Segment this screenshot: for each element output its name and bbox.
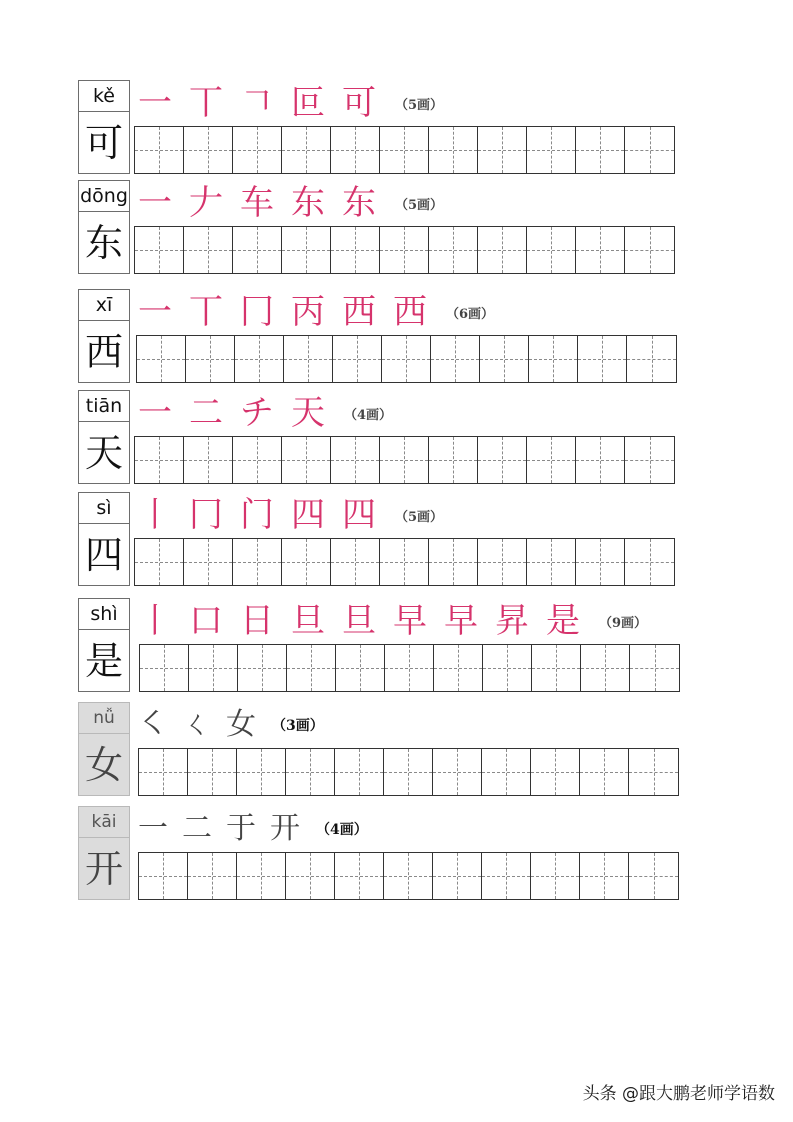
practice-cell[interactable] bbox=[335, 853, 384, 899]
practice-cell[interactable] bbox=[629, 749, 678, 795]
hanzi-character: 是 bbox=[84, 639, 123, 683]
practice-cell[interactable] bbox=[532, 645, 581, 691]
practice-cell[interactable] bbox=[630, 645, 679, 691]
practice-cell[interactable] bbox=[331, 437, 380, 483]
practice-cell[interactable] bbox=[135, 127, 184, 173]
practice-cell[interactable] bbox=[233, 437, 282, 483]
practice-cell[interactable] bbox=[331, 539, 380, 585]
stroke-step: 一 bbox=[138, 811, 168, 846]
pinyin-label: kě bbox=[79, 81, 129, 112]
practice-cell[interactable] bbox=[186, 336, 235, 382]
pinyin-label: sì bbox=[79, 493, 129, 524]
practice-cell[interactable] bbox=[625, 437, 674, 483]
practice-cell[interactable] bbox=[483, 645, 532, 691]
watermark: 头条 @跟大鹏老师学语数 bbox=[582, 1084, 775, 1104]
stroke-step: 冂 bbox=[189, 495, 223, 535]
stroke-step: 昇 bbox=[495, 601, 529, 641]
stroke-order bbox=[138, 80, 443, 126]
practice-cell[interactable] bbox=[282, 127, 331, 173]
character-box bbox=[78, 492, 130, 586]
stroke-order bbox=[138, 806, 368, 852]
practice-grid bbox=[134, 126, 675, 174]
stroke-step: 口 bbox=[189, 601, 223, 641]
character-box bbox=[78, 390, 130, 484]
stroke-count: （4画） bbox=[344, 407, 393, 423]
pinyin-label: kāi bbox=[79, 807, 129, 838]
practice-cell[interactable] bbox=[282, 437, 331, 483]
stroke-step: 门 bbox=[240, 495, 274, 535]
hanzi-character: 可 bbox=[84, 121, 123, 165]
stroke-step: 二 bbox=[189, 393, 223, 433]
practice-cell[interactable] bbox=[482, 749, 531, 795]
practice-cell[interactable] bbox=[576, 437, 625, 483]
practice-cell[interactable] bbox=[189, 645, 238, 691]
stroke-step: 日 bbox=[240, 601, 274, 641]
practice-grid bbox=[138, 748, 679, 796]
character-row bbox=[0, 289, 793, 385]
stroke-step: 丨 bbox=[138, 601, 172, 641]
practice-grid bbox=[138, 852, 679, 900]
stroke-step: ㄑ bbox=[182, 707, 212, 742]
practice-grid bbox=[139, 644, 680, 692]
stroke-step: ㇛ bbox=[138, 707, 168, 742]
stroke-step: 可 bbox=[342, 83, 376, 123]
character-row bbox=[0, 180, 793, 276]
practice-cell[interactable] bbox=[336, 645, 385, 691]
stroke-order bbox=[138, 702, 324, 748]
stroke-count: （4画） bbox=[316, 822, 368, 838]
practice-cell[interactable] bbox=[576, 227, 625, 273]
practice-cell[interactable] bbox=[184, 539, 233, 585]
stroke-step: 早 bbox=[393, 601, 427, 641]
practice-cell[interactable] bbox=[331, 227, 380, 273]
practice-cell[interactable] bbox=[184, 227, 233, 273]
character-row bbox=[0, 80, 793, 176]
practice-cell[interactable] bbox=[429, 437, 478, 483]
stroke-step: 旦 bbox=[342, 601, 376, 641]
stroke-step: 一 bbox=[138, 183, 172, 223]
hanzi-character: 西 bbox=[84, 330, 123, 374]
pinyin-label: dōng bbox=[79, 181, 129, 212]
practice-cell[interactable] bbox=[331, 127, 380, 173]
practice-cell[interactable] bbox=[576, 539, 625, 585]
stroke-step: 𠃍 bbox=[240, 83, 274, 123]
stroke-count: （6画） bbox=[446, 306, 495, 322]
practice-cell[interactable] bbox=[576, 127, 625, 173]
practice-cell[interactable] bbox=[429, 227, 478, 273]
practice-cell[interactable] bbox=[139, 853, 188, 899]
practice-cell[interactable] bbox=[625, 539, 674, 585]
stroke-order bbox=[138, 492, 443, 538]
character-row bbox=[0, 492, 793, 588]
practice-grid bbox=[134, 436, 675, 484]
practice-cell[interactable] bbox=[233, 227, 282, 273]
stroke-count: （5画） bbox=[395, 97, 444, 113]
character-box bbox=[78, 289, 130, 383]
character-row bbox=[0, 702, 793, 798]
practice-cell[interactable] bbox=[384, 853, 433, 899]
practice-cell[interactable] bbox=[380, 539, 429, 585]
practice-cell[interactable] bbox=[482, 853, 531, 899]
practice-cell[interactable] bbox=[237, 853, 286, 899]
stroke-step: 西 bbox=[393, 292, 427, 332]
practice-cell[interactable] bbox=[480, 336, 529, 382]
practice-cell[interactable] bbox=[135, 539, 184, 585]
pinyin-label: xī bbox=[79, 290, 129, 321]
practice-grid bbox=[136, 335, 677, 383]
practice-cell[interactable] bbox=[137, 336, 186, 382]
hanzi-character: 东 bbox=[84, 221, 123, 265]
stroke-step: 于 bbox=[226, 811, 256, 846]
practice-cell[interactable] bbox=[139, 749, 188, 795]
practice-cell[interactable] bbox=[625, 127, 674, 173]
stroke-step: 𠂇 bbox=[189, 183, 223, 223]
practice-cell[interactable] bbox=[629, 853, 678, 899]
stroke-step: 丨 bbox=[138, 495, 172, 535]
stroke-step: 天 bbox=[291, 393, 325, 433]
stroke-order bbox=[138, 390, 392, 436]
pinyin-label: nǚ bbox=[79, 703, 129, 734]
stroke-step: チ bbox=[240, 393, 274, 433]
practice-cell[interactable] bbox=[286, 749, 335, 795]
practice-cell[interactable] bbox=[478, 437, 527, 483]
stroke-step: 早 bbox=[444, 601, 478, 641]
stroke-step: 一 bbox=[138, 83, 172, 123]
stroke-step: 西 bbox=[342, 292, 376, 332]
practice-cell[interactable] bbox=[578, 336, 627, 382]
pinyin-label: tiān bbox=[79, 391, 129, 422]
character-row bbox=[0, 390, 793, 486]
character-row bbox=[0, 598, 793, 694]
practice-cell[interactable] bbox=[478, 127, 527, 173]
practice-cell[interactable] bbox=[433, 749, 482, 795]
stroke-step: 是 bbox=[546, 601, 580, 641]
practice-cell[interactable] bbox=[433, 853, 482, 899]
stroke-count: （9画） bbox=[599, 615, 648, 631]
stroke-step: 丅 bbox=[189, 292, 223, 332]
practice-cell[interactable] bbox=[384, 749, 433, 795]
stroke-step: 四 bbox=[342, 495, 376, 535]
practice-cell[interactable] bbox=[531, 853, 580, 899]
practice-cell[interactable] bbox=[580, 749, 629, 795]
practice-cell[interactable] bbox=[135, 437, 184, 483]
practice-cell[interactable] bbox=[527, 227, 576, 273]
stroke-step: 一 bbox=[138, 393, 172, 433]
stroke-step: 冂 bbox=[240, 292, 274, 332]
practice-cell[interactable] bbox=[382, 336, 431, 382]
practice-cell[interactable] bbox=[140, 645, 189, 691]
stroke-order bbox=[138, 180, 443, 226]
practice-cell[interactable] bbox=[282, 227, 331, 273]
character-box bbox=[78, 80, 130, 174]
practice-cell[interactable] bbox=[431, 336, 480, 382]
practice-cell[interactable] bbox=[527, 127, 576, 173]
hanzi-character: 女 bbox=[84, 743, 123, 787]
practice-cell[interactable] bbox=[380, 437, 429, 483]
practice-cell[interactable] bbox=[184, 437, 233, 483]
practice-cell[interactable] bbox=[235, 336, 284, 382]
practice-cell[interactable] bbox=[284, 336, 333, 382]
practice-cell[interactable] bbox=[580, 853, 629, 899]
practice-cell[interactable] bbox=[333, 336, 382, 382]
stroke-step: 开 bbox=[270, 811, 300, 846]
stroke-count: （3画） bbox=[272, 718, 324, 734]
practice-cell[interactable] bbox=[286, 853, 335, 899]
practice-cell[interactable] bbox=[184, 127, 233, 173]
stroke-step: 东 bbox=[342, 183, 376, 223]
stroke-step: 丅 bbox=[189, 83, 223, 123]
practice-cell[interactable] bbox=[429, 539, 478, 585]
practice-cell[interactable] bbox=[531, 749, 580, 795]
practice-cell[interactable] bbox=[581, 645, 630, 691]
stroke-step: 丙 bbox=[291, 292, 325, 332]
practice-cell[interactable] bbox=[287, 645, 336, 691]
stroke-step: 旦 bbox=[291, 601, 325, 641]
practice-cell[interactable] bbox=[627, 336, 676, 382]
pinyin-label: shì bbox=[79, 599, 129, 630]
practice-cell[interactable] bbox=[529, 336, 578, 382]
practice-cell[interactable] bbox=[233, 539, 282, 585]
stroke-count: （5画） bbox=[395, 197, 444, 213]
stroke-step: 四 bbox=[291, 495, 325, 535]
practice-cell[interactable] bbox=[233, 127, 282, 173]
stroke-order bbox=[138, 598, 647, 644]
practice-cell[interactable] bbox=[380, 227, 429, 273]
practice-grid bbox=[134, 538, 675, 586]
practice-cell[interactable] bbox=[237, 749, 286, 795]
stroke-step: 东 bbox=[291, 183, 325, 223]
practice-cell[interactable] bbox=[380, 127, 429, 173]
stroke-step: 二 bbox=[182, 811, 212, 846]
practice-grid bbox=[134, 226, 675, 274]
practice-cell[interactable] bbox=[527, 539, 576, 585]
practice-cell[interactable] bbox=[478, 227, 527, 273]
stroke-step: 女 bbox=[226, 707, 256, 742]
stroke-step: 叵 bbox=[291, 83, 325, 123]
practice-cell[interactable] bbox=[238, 645, 287, 691]
practice-cell[interactable] bbox=[335, 749, 384, 795]
hanzi-character: 开 bbox=[84, 847, 123, 891]
stroke-step: 一 bbox=[138, 292, 172, 332]
hanzi-character: 天 bbox=[84, 431, 123, 475]
practice-cell[interactable] bbox=[385, 645, 434, 691]
practice-cell[interactable] bbox=[282, 539, 331, 585]
practice-cell[interactable] bbox=[429, 127, 478, 173]
practice-cell[interactable] bbox=[188, 749, 237, 795]
practice-cell[interactable] bbox=[478, 539, 527, 585]
stroke-order bbox=[138, 289, 494, 335]
character-box bbox=[78, 180, 130, 274]
stroke-count: （5画） bbox=[395, 509, 444, 525]
practice-cell[interactable] bbox=[625, 227, 674, 273]
character-box bbox=[78, 702, 130, 796]
practice-cell[interactable] bbox=[527, 437, 576, 483]
hanzi-character: 四 bbox=[84, 533, 123, 577]
character-box bbox=[78, 806, 130, 900]
character-box bbox=[78, 598, 130, 692]
practice-cell[interactable] bbox=[188, 853, 237, 899]
stroke-step: 车 bbox=[240, 183, 274, 223]
practice-cell[interactable] bbox=[135, 227, 184, 273]
practice-cell[interactable] bbox=[434, 645, 483, 691]
character-row bbox=[0, 806, 793, 902]
